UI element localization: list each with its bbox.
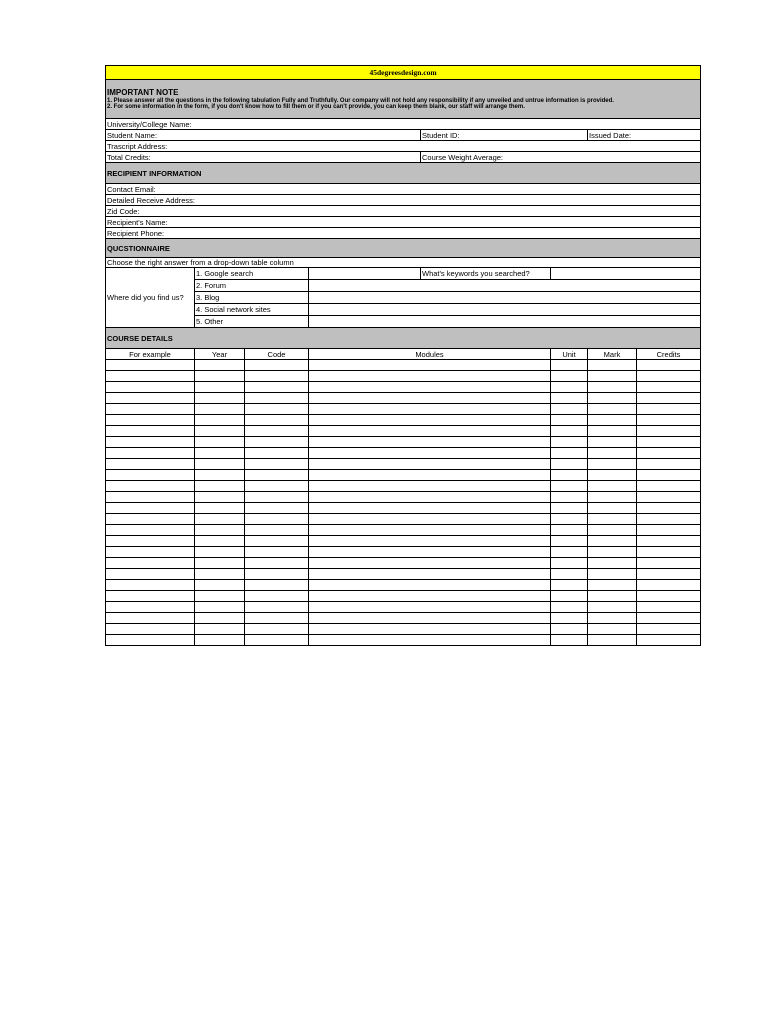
course-row (106, 371, 701, 382)
course-cell-year[interactable] (195, 360, 245, 371)
course-cell-code[interactable] (245, 448, 309, 459)
course-cell-mark[interactable] (588, 382, 637, 393)
course-cell-credits[interactable] (637, 536, 701, 547)
course-cell-code[interactable] (245, 635, 309, 646)
course-cell-year[interactable] (195, 404, 245, 415)
course-cell-code[interactable] (245, 393, 309, 404)
course-cell-mark[interactable] (588, 360, 637, 371)
course-row (106, 514, 701, 525)
course-cell-mark[interactable] (588, 492, 637, 503)
course-cell-credits[interactable] (637, 613, 701, 624)
course-cell-mark[interactable] (588, 514, 637, 525)
course-cell-mark[interactable] (588, 525, 637, 536)
course-cell-for-example[interactable] (106, 514, 195, 525)
course-cell-code[interactable] (245, 404, 309, 415)
course-cell-credits[interactable] (637, 459, 701, 470)
course-cell-year[interactable] (195, 371, 245, 382)
course-cell-mark[interactable] (588, 602, 637, 613)
course-cell-for-example[interactable] (106, 602, 195, 613)
course-cell-for-example[interactable] (106, 624, 195, 635)
course-cell-year[interactable] (195, 624, 245, 635)
course-cell-mark[interactable] (588, 547, 637, 558)
course-cell-for-example[interactable] (106, 558, 195, 569)
course-cell-unit[interactable] (551, 404, 588, 415)
course-cell-modules[interactable] (309, 492, 551, 503)
course-cell-for-example[interactable] (106, 536, 195, 547)
course-cell-credits[interactable] (637, 525, 701, 536)
course-weight-field[interactable]: Course Weight Average: (421, 152, 701, 163)
course-cell-for-example[interactable] (106, 415, 195, 426)
course-cell-mark[interactable] (588, 470, 637, 481)
course-cell-code[interactable] (245, 492, 309, 503)
course-cell-credits[interactable] (637, 415, 701, 426)
course-row (106, 426, 701, 437)
course-cell-year[interactable] (195, 514, 245, 525)
course-cell-year[interactable] (195, 382, 245, 393)
course-cell-modules[interactable] (309, 481, 551, 492)
option-social[interactable]: 4. Social network sites (195, 304, 309, 316)
course-cell-year[interactable] (195, 558, 245, 569)
course-cell-year[interactable] (195, 547, 245, 558)
course-cell-for-example[interactable] (106, 547, 195, 558)
course-cell-mark[interactable] (588, 613, 637, 624)
course-cell-year[interactable] (195, 580, 245, 591)
course-cell-modules[interactable] (309, 382, 551, 393)
option-social-answer[interactable] (309, 304, 701, 316)
course-cell-code[interactable] (245, 569, 309, 580)
option-other[interactable]: 5. Other (195, 316, 309, 328)
course-cell-year[interactable] (195, 437, 245, 448)
course-cell-modules[interactable] (309, 580, 551, 591)
course-row (106, 481, 701, 492)
form-title: 45degreesdesign.com (106, 66, 701, 80)
questionnaire-hint: Choose the right answer from a drop-down table column (106, 258, 701, 268)
course-cell-mark[interactable] (588, 393, 637, 404)
course-row (106, 492, 701, 503)
course-cell-modules[interactable] (309, 448, 551, 459)
course-cell-unit[interactable] (551, 492, 588, 503)
keywords-label: What's keywords you searched? (421, 268, 551, 280)
course-cell-year[interactable] (195, 536, 245, 547)
course-cell-for-example[interactable] (106, 437, 195, 448)
course-cell-code[interactable] (245, 481, 309, 492)
course-cell-modules[interactable] (309, 470, 551, 481)
course-row (106, 569, 701, 580)
course-cell-year[interactable] (195, 569, 245, 580)
course-cell-credits[interactable] (637, 481, 701, 492)
course-row (106, 635, 701, 646)
course-cell-for-example[interactable] (106, 426, 195, 437)
course-cell-unit[interactable] (551, 393, 588, 404)
course-cell-year[interactable] (195, 591, 245, 602)
course-cell-modules[interactable] (309, 635, 551, 646)
course-cell-unit[interactable] (551, 602, 588, 613)
course-heading: COURSE DETAILS (106, 328, 701, 349)
course-cell-code[interactable] (245, 591, 309, 602)
transcript-address-field[interactable]: Trascript Address: (106, 141, 701, 152)
course-cell-year[interactable] (195, 635, 245, 646)
course-cell-credits[interactable] (637, 558, 701, 569)
course-cell-modules[interactable] (309, 569, 551, 580)
course-cell-mark[interactable] (588, 558, 637, 569)
course-cell-mark[interactable] (588, 459, 637, 470)
course-cell-unit[interactable] (551, 624, 588, 635)
course-cell-year[interactable] (195, 459, 245, 470)
course-cell-code[interactable] (245, 624, 309, 635)
course-cell-credits[interactable] (637, 404, 701, 415)
course-row (106, 459, 701, 470)
course-row (106, 382, 701, 393)
course-cell-code[interactable] (245, 613, 309, 624)
option-blog-answer[interactable] (309, 292, 701, 304)
course-cell-credits[interactable] (637, 602, 701, 613)
questionnaire-heading: QUCSTIONNAIRE (106, 239, 701, 258)
course-cell-for-example[interactable] (106, 492, 195, 503)
total-credits-field[interactable]: Total Credits: (106, 152, 421, 163)
course-cell-credits[interactable] (637, 437, 701, 448)
course-cell-unit[interactable] (551, 525, 588, 536)
course-cell-code[interactable] (245, 371, 309, 382)
col-unit: Unit (551, 349, 588, 360)
course-cell-for-example[interactable] (106, 525, 195, 536)
col-mark: Mark (588, 349, 637, 360)
course-cell-unit[interactable] (551, 635, 588, 646)
course-cell-year[interactable] (195, 481, 245, 492)
course-cell-year[interactable] (195, 613, 245, 624)
course-cell-year[interactable] (195, 470, 245, 481)
course-cell-unit[interactable] (551, 371, 588, 382)
course-cell-code[interactable] (245, 580, 309, 591)
course-cell-modules[interactable] (309, 591, 551, 602)
col-for-example: For example (106, 349, 195, 360)
course-cell-credits[interactable] (637, 591, 701, 602)
course-row (106, 393, 701, 404)
course-cell-mark[interactable] (588, 624, 637, 635)
keywords-input[interactable] (551, 268, 701, 280)
col-modules: Modules (309, 349, 551, 360)
course-cell-mark[interactable] (588, 448, 637, 459)
course-cell-code[interactable] (245, 547, 309, 558)
course-row (106, 415, 701, 426)
course-cell-code[interactable] (245, 525, 309, 536)
receive-address-field[interactable]: Detailed Receive Address: (106, 195, 701, 206)
course-cell-for-example[interactable] (106, 404, 195, 415)
course-cell-modules[interactable] (309, 459, 551, 470)
course-cell-unit[interactable] (551, 382, 588, 393)
course-cell-for-example[interactable] (106, 591, 195, 602)
course-cell-modules[interactable] (309, 602, 551, 613)
course-cell-modules[interactable] (309, 547, 551, 558)
option-google[interactable]: 1. Google search (195, 268, 309, 280)
course-cell-unit[interactable] (551, 536, 588, 547)
course-cell-modules[interactable] (309, 613, 551, 624)
course-cell-year[interactable] (195, 415, 245, 426)
course-cell-code[interactable] (245, 602, 309, 613)
course-cell-unit[interactable] (551, 558, 588, 569)
course-cell-mark[interactable] (588, 569, 637, 580)
course-cell-for-example[interactable] (106, 580, 195, 591)
course-cell-unit[interactable] (551, 547, 588, 558)
course-cell-year[interactable] (195, 525, 245, 536)
course-row (106, 470, 701, 481)
course-cell-unit[interactable] (551, 426, 588, 437)
option-other-answer[interactable] (309, 316, 701, 328)
course-cell-unit[interactable] (551, 448, 588, 459)
option-blog[interactable]: 3. Blog (195, 292, 309, 304)
course-cell-year[interactable] (195, 393, 245, 404)
course-cell-year[interactable] (195, 448, 245, 459)
course-cell-unit[interactable] (551, 415, 588, 426)
course-cell-for-example[interactable] (106, 448, 195, 459)
note-heading: IMPORTANT NOTE (107, 87, 179, 97)
course-row (106, 580, 701, 591)
course-cell-credits[interactable] (637, 624, 701, 635)
university-field[interactable]: University/College Name: (106, 119, 701, 130)
course-cell-unit[interactable] (551, 360, 588, 371)
course-cell-mark[interactable] (588, 404, 637, 415)
course-cell-credits[interactable] (637, 635, 701, 646)
course-cell-code[interactable] (245, 437, 309, 448)
course-row (106, 613, 701, 624)
course-cell-credits[interactable] (637, 580, 701, 591)
course-cell-modules[interactable] (309, 503, 551, 514)
important-note (106, 80, 701, 119)
form-sheet (105, 65, 700, 646)
course-cell-modules[interactable] (309, 415, 551, 426)
course-cell-mark[interactable] (588, 426, 637, 437)
course-row (106, 624, 701, 635)
course-cell-mark[interactable] (588, 503, 637, 514)
course-row (106, 602, 701, 613)
form-table (105, 65, 701, 646)
recipient-heading: RECIPIENT INFORMATION (106, 163, 701, 184)
course-cell-modules[interactable] (309, 437, 551, 448)
course-cell-unit[interactable] (551, 591, 588, 602)
course-cell-modules[interactable] (309, 525, 551, 536)
course-cell-modules[interactable] (309, 558, 551, 569)
course-cell-year[interactable] (195, 602, 245, 613)
course-cell-for-example[interactable] (106, 481, 195, 492)
course-row (106, 448, 701, 459)
course-cell-mark[interactable] (588, 481, 637, 492)
course-cell-code[interactable] (245, 558, 309, 569)
course-cell-unit[interactable] (551, 437, 588, 448)
course-cell-year[interactable] (195, 492, 245, 503)
course-cell-unit[interactable] (551, 503, 588, 514)
course-row (106, 547, 701, 558)
course-cell-for-example[interactable] (106, 635, 195, 646)
course-cell-code[interactable] (245, 459, 309, 470)
course-cell-mark[interactable] (588, 591, 637, 602)
course-row (106, 591, 701, 602)
course-row (106, 536, 701, 547)
course-cell-for-example[interactable] (106, 360, 195, 371)
course-cell-credits[interactable] (637, 547, 701, 558)
course-cell-credits[interactable] (637, 470, 701, 481)
recipient-phone-field[interactable]: Recipient Phone: (106, 228, 701, 239)
course-cell-for-example[interactable] (106, 382, 195, 393)
course-cell-modules[interactable] (309, 536, 551, 547)
student-name-field[interactable]: Student Name: (106, 130, 421, 141)
course-cell-modules[interactable] (309, 360, 551, 371)
course-cell-for-example[interactable] (106, 503, 195, 514)
course-cell-for-example[interactable] (106, 371, 195, 382)
course-cell-mark[interactable] (588, 536, 637, 547)
course-cell-credits[interactable] (637, 492, 701, 503)
course-cell-mark[interactable] (588, 371, 637, 382)
course-cell-credits[interactable] (637, 382, 701, 393)
course-cell-for-example[interactable] (106, 393, 195, 404)
course-row (106, 437, 701, 448)
course-cell-credits[interactable] (637, 426, 701, 437)
course-cell-unit[interactable] (551, 481, 588, 492)
course-cell-code[interactable] (245, 470, 309, 481)
course-cell-credits[interactable] (637, 393, 701, 404)
course-cell-modules[interactable] (309, 426, 551, 437)
course-cell-mark[interactable] (588, 437, 637, 448)
course-cell-for-example[interactable] (106, 470, 195, 481)
course-cell-unit[interactable] (551, 580, 588, 591)
student-id-field[interactable]: Student ID: (421, 130, 588, 141)
course-cell-code[interactable] (245, 536, 309, 547)
course-cell-modules[interactable] (309, 371, 551, 382)
course-cell-credits[interactable] (637, 448, 701, 459)
course-cell-code[interactable] (245, 415, 309, 426)
course-cell-credits[interactable] (637, 503, 701, 514)
option-google-answer[interactable] (309, 268, 421, 280)
find-us-question: Where did you find us? (106, 268, 195, 328)
course-cell-year[interactable] (195, 426, 245, 437)
course-row (106, 558, 701, 569)
course-row (106, 360, 701, 371)
course-cell-mark[interactable] (588, 635, 637, 646)
course-cell-unit[interactable] (551, 514, 588, 525)
course-cell-modules[interactable] (309, 393, 551, 404)
zip-code-field[interactable]: Zid Code: (106, 206, 701, 217)
col-year: Year (195, 349, 245, 360)
course-cell-modules[interactable] (309, 404, 551, 415)
course-cell-unit[interactable] (551, 613, 588, 624)
course-cell-for-example[interactable] (106, 459, 195, 470)
col-credits: Credits (637, 349, 701, 360)
course-cell-credits[interactable] (637, 514, 701, 525)
issued-date-field[interactable]: Issued Date: (588, 130, 701, 141)
course-cell-credits[interactable] (637, 371, 701, 382)
course-cell-mark[interactable] (588, 580, 637, 591)
course-cell-mark[interactable] (588, 415, 637, 426)
course-row (106, 404, 701, 415)
course-cell-code[interactable] (245, 426, 309, 437)
course-cell-credits[interactable] (637, 569, 701, 580)
course-row (106, 503, 701, 514)
course-cell-code[interactable] (245, 382, 309, 393)
course-cell-unit[interactable] (551, 569, 588, 580)
course-row (106, 525, 701, 536)
course-cell-code[interactable] (245, 360, 309, 371)
recipient-name-field[interactable]: Recipient's Name: (106, 217, 701, 228)
course-cell-credits[interactable] (637, 360, 701, 371)
option-forum-answer[interactable] (309, 280, 701, 292)
course-cell-modules[interactable] (309, 514, 551, 525)
course-cell-code[interactable] (245, 514, 309, 525)
col-code: Code (245, 349, 309, 360)
course-rows (106, 360, 701, 646)
course-cell-unit[interactable] (551, 459, 588, 470)
course-cell-unit[interactable] (551, 470, 588, 481)
course-cell-year[interactable] (195, 503, 245, 514)
course-cell-modules[interactable] (309, 624, 551, 635)
option-forum[interactable]: 2. Forum (195, 280, 309, 292)
contact-email-field[interactable]: Contact Email: (106, 184, 701, 195)
course-cell-for-example[interactable] (106, 569, 195, 580)
course-cell-code[interactable] (245, 503, 309, 514)
note-line-2: 2. For some information in the form, if you don't know how to fill them or if you can't provide, you can keep them blank, our staff will arrange them. (107, 104, 525, 110)
course-cell-for-example[interactable] (106, 613, 195, 624)
note-line-1: 1. Please answer all the questions in the following tabulation Fully and Truthfully. Our company will not hold any responsibility if any unveiled and untrue information is provided. (107, 97, 614, 104)
